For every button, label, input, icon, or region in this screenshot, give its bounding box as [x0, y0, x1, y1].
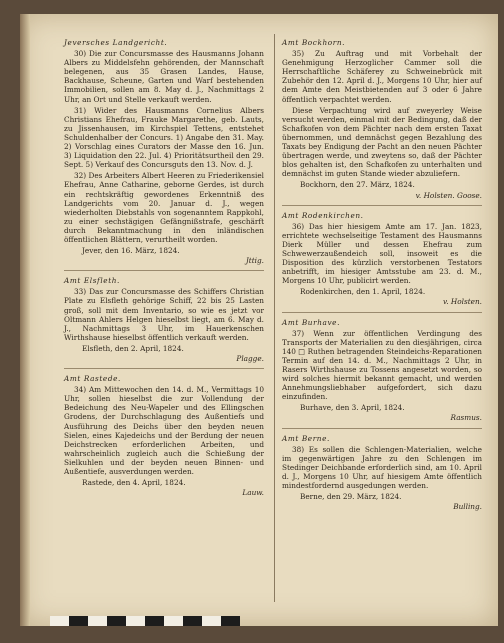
section-divider [64, 270, 264, 271]
notice-35: 35) Zu Auftrag und mit Vorbehalt der Genehmigung Herzoglicher Cammer soll die Herrschaftliche Schäferey zu Schweinebrück mit Zubehör den 12. April d. J., Morgens 10 Uhr, hier auf dem Amte den Meistbietenden auf 3 oder 6 Jahre öffentlich verpachtet werden. [282, 49, 482, 104]
notice-31: 31) Wider des Hausmanns Cornelius Albers Christians Ehefrau, Frauke Margarethe, geb. Lauts, zu Jissenhausen, im Kirchspiel Tettens, entstehet Schuldenhalber der Concurs. 1) Angabe den 31. May. 2) Vorschlag eines Curators der Masse den 16. Jun. 3) Liquidation den 22. Jul. 4) Prioritätsurtheil den 29. Sept. 5) Verkauf des Concursguts den 13. Nov. d. J. [64, 105, 264, 170]
section-divider [64, 368, 264, 369]
date-rastede: Rastede, den 4. April, 1824. [82, 478, 186, 488]
signature-berne: Bulling. [453, 502, 482, 512]
section-header-rodenkirchen: Amt Rodenkirchen. [282, 210, 364, 220]
book-gutter [20, 14, 30, 626]
notice-32: 32) Des Arbeiters Albert Heeren zu Friederikensiel Ehefrau, Anne Catharine, geborne Gerdes, ist durch ein rechtskräftig gewordenes Erkenntniß des Landgerichts vom 20. Januar d. J., wegen wiederholten Diebstahls von sogenanntem Rappkohl, zu einer sechstägigen Gefängnißstrafe, geschärft durch Bekanntmachung in den inländischen öffentlichen Blättern, verurtheilt worden. [64, 171, 264, 244]
signature-elsfleth: Plagge. [236, 354, 264, 363]
notice-35-continued: Diese Verpachtung wird auf zweyerley Weise versucht werden, einmal mit der Bedingung, daß der Schafkofen von dem Pächter nach dem ersten Taxat übernommen, und demnächst gegen Bezahlung des Taxats bey Endigung der Pacht an den neuen Pächter übertragen werde, und zweytens so, daß der Pächter blos gehalten ist, den Schafkofen zu unterhalten und demnächst im guten Stande wieder abzuliefern. [282, 105, 482, 179]
date-bockhorn: Bockhorn, den 27. März, 1824. [300, 180, 415, 190]
date-jever: Jever, den 16. März, 1824. [82, 246, 180, 256]
section-header-burhave: Amt Burhave. [282, 317, 341, 327]
notice-33: 33) Das zur Concursmasse des Schiffers Christian Plate zu Elsfleth gehörige Schiff, 22 bis 25 Lasten groß, soll mit dem Inventario, so wie es jetzt vor Oltmann Ahlers Helgen hieselbst liegt, am 6. May d. J., Nachmittags 3 Uhr, im Hauerkenschen Wirthshause hieselbst öffentlich verkauft werden. [64, 287, 264, 342]
section-header-bockhorn: Amt Bockhorn. [282, 38, 346, 47]
date-burhave: Burhave, den 3. April, 1824. [300, 403, 405, 413]
section-header-berne: Amt Berne. [282, 433, 330, 443]
signature-rodenkirchen: v. Holsten. [443, 297, 482, 307]
notice-30: 30) Die zur Concursmasse des Hausmanns Johann Albers zu Middelsfehn gehörenden, der Mannschaft belegenen, aus 35 Grasen Landes, Hause, Backhause, Scheune, Garten und Warf bestehenden Immobilien, sollen am 8. May d. J., Nachmittags 2 Uhr, an Ort und Stelle verkauft werden. [64, 49, 264, 104]
signature-bockhorn: v. Holsten. Goose. [415, 190, 482, 200]
section-divider [282, 312, 482, 313]
section-header-rastede: Amt Rastede. [64, 374, 121, 384]
column-rule [274, 34, 275, 602]
left-column [64, 38, 264, 500]
scale-ruler [50, 616, 240, 626]
document-page [20, 14, 498, 626]
section-header-jever: Jeversches Landgericht. [64, 38, 168, 47]
right-column [282, 38, 482, 514]
date-berne: Berne, den 29. März, 1824. [300, 492, 402, 502]
signature-burhave: Rasmus. [450, 413, 482, 423]
section-divider [282, 205, 482, 206]
notice-37: 37) Wenn zur öffentlichen Verdingung des Transports der Materialien zu den diesjährigen, circa 140 □ Ruthen betragenden Steindeichs-Reparationen Termin auf den 14. d. M., Nachmittags 2 Uhr, in Rasers Wirthshause zu Tossens angesetzt worden, so wird solches hiermit bekannt gemacht, und werden Annehmungsliebhaber aufgefordert, sich dazu einzufinden. [282, 328, 482, 402]
date-elsfleth: Elsfleth, den 2. April, 1824. [82, 343, 184, 353]
section-divider [282, 428, 482, 429]
signature-jever: Jttig. [245, 256, 264, 266]
notice-38: 38) Es sollen die Schlengen-Materialien, welche im gegenwärtigen Jahre zu den Schlengen im Stedinger Deichbande erforderlich sind, am 10. April d. J., Morgens 10 Uhr, auf hiesigem Amte öffentlich mindestfordernd ausgedungen werden. [282, 444, 482, 491]
date-rodenkirchen: Rodenkirchen, den 1. April, 1824. [300, 287, 426, 297]
notice-36: 36) Das hier hiesigem Amte am 17. Jan. 1823, errichtete wechselseitige Testament des Hausmanns Dierk Müller und dessen Ehefrau zum Schwewerzaußendeich soll, insoweit es die Disposition des kürzlich verstorbenen Testators anbetrifft, im hiesiger Amtsstube am 23. d. M., Morgens 10 Uhr, publicirt werden. [282, 221, 482, 286]
notice-34: 34) Am Mittewochen den 14. d. M., Vermittags 10 Uhr, sollen hieselbst die zur Vollendung der Bedeichung des Neu-Wapeler und des Ellingschen Grodens, der Durchschlagung des Außentiefs und Ausführung des Deichs über den beyden neuen Sielen, eines Kajedeichs und der Berdung der neuen Deichstrecken erforderlichen Arbeiten, und wahrscheinlich zugleich auch die Schießung der Sielkuhlen und der beyden neuen Binnen- und Außentiefe, ausverdungen werden. [64, 385, 264, 477]
signature-rastede: Lauw. [242, 488, 264, 498]
section-header-elsfleth: Amt Elsfleth. [64, 276, 120, 286]
